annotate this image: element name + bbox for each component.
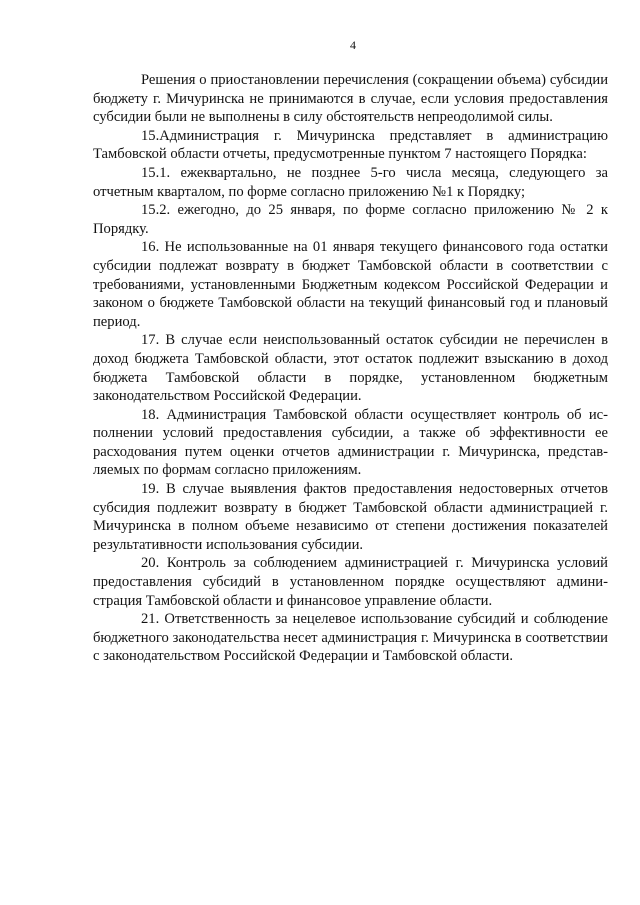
- paragraph-15: 15.Администрация г. Мичуринска представляет в администрацию Тамбовской области отчеты, предусмотренные пунктом 7 настоящего Порядка:: [93, 127, 608, 163]
- paragraph-suspension-decision: Решения о приостановлении перечисления (сокращении объема) субсидии бюджету г. Мичуринска не принимаются в случае, если условия предоставления субсидии были не выполнены в силу обстоятельств непреодолимой силы.: [93, 72, 608, 126]
- paragraph-15-2: 15.2. ежегодно, до 25 января, по форме согласно приложению № 2 к Порядку.: [93, 202, 608, 237]
- page-number: 4: [350, 38, 356, 52]
- document-body: [93, 71, 608, 666]
- paragraph-20: 20. Контроль за соблюдением администрацией г. Мичуринска условий предоставления субсидий в установленном порядке осуществляют администрация Тамбовской области и финансовое управление области.: [93, 555, 608, 609]
- paragraph-17: 17. В случае если неиспользованный остаток субсидии не перечислен в доход бюджета Тамбовской области, этот остаток подлежит взысканию в доход бюджета Тамбовской области в порядке, установленном бюджетным законодательством Российской Федерации.: [93, 332, 608, 405]
- paragraph-21: 21. Ответственность за нецелевое использование субсидий и соблюдение бюджетного законодательства несет администрация г. Мичуринска в соответствии с законодательством Российской Федерации и Тамбовской области.: [93, 611, 608, 665]
- paragraph-18: 18. Администрация Тамбовской области осуществляет контроль об исполнении условий предоставления субсидии, а также об эффективности ее расходования путем оценки отчетов администрации г. Мичуринска, представляемых по формам согласно приложениям.: [93, 406, 608, 479]
- paragraph-16: 16. Не использованные на 01 января текущего финансового года остатки субсидии подлежат возврату в бюджет Тамбовской области в соответствии с требованиями, установленными Бюджетным кодексом Российской Федерации и законом о бюджете Тамбовской области на текущий финансовый год и плановый период.: [93, 239, 608, 330]
- paragraph-19: 19. В случае выявления фактов предоставления недостоверных отчетов субсидия подлежит возврату в бюджет Тамбовской области администрацией г. Мичуринска в полном объеме независимо от степени достижения показателей результативности использования субсидии.: [93, 481, 608, 553]
- paragraph-15-1: 15.1. ежеквартально, не позднее 5-го числа месяца, следующего за отчетным кварталом, по форме согласно приложению №1 к Порядку;: [93, 164, 608, 200]
